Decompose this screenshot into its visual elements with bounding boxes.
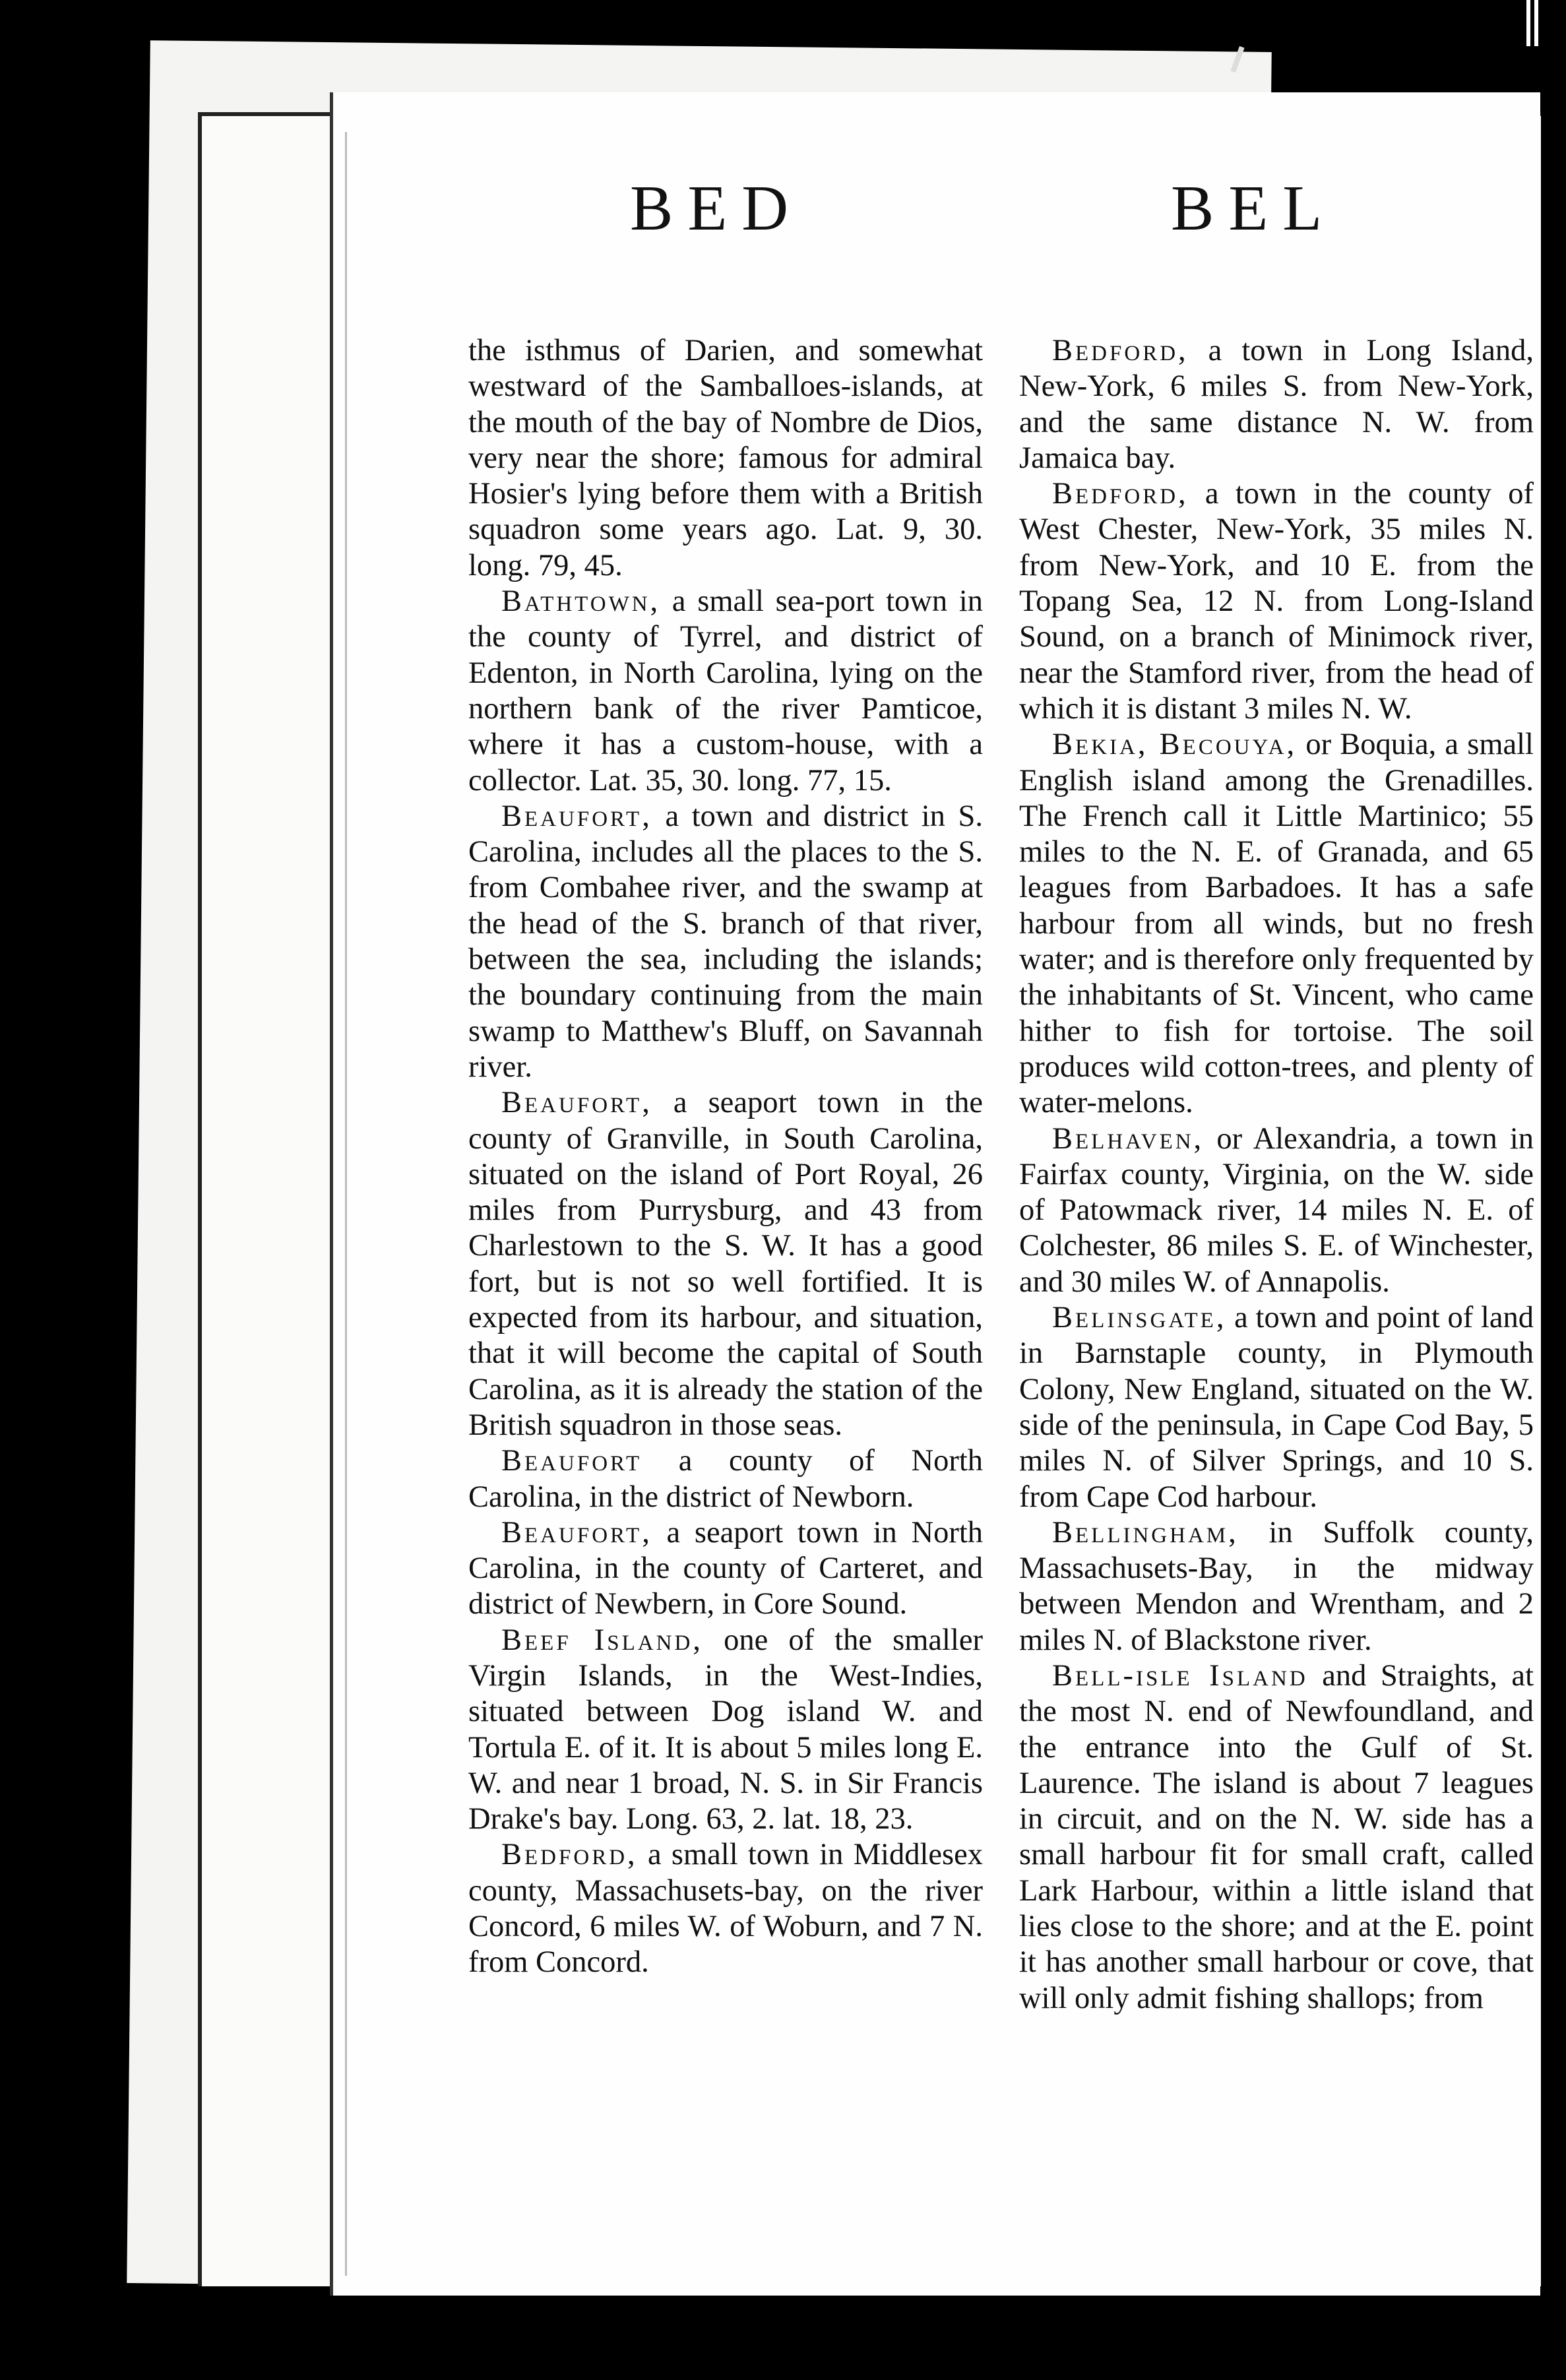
header-right: BEL xyxy=(1171,173,1337,244)
entry: Bedford, a town in the county of West Chester, New-York, 35 miles N. from New-York, and 10 E. from the Topang Sea, 12 N. from Long-Island Sound, on a branch of Minimock river, near the Stamford river, from the head of which it is distant 3 miles N. W. xyxy=(1019,477,1534,726)
entry: Belhaven, or Alexandria, a town in Fairfax county, Virginia, on the W. side of Patowmack river, 14 miles N. E. of Colchester, 86 miles S. E. of Winchester, and 30 miles W. of Annapolis. xyxy=(1019,1121,1534,1299)
entry: Belinsgate, a town and point of land in Barnstaple county, in Plymouth Colony, New England, situated on the W. side of the peninsula, in Cape Cod Bay, 5 miles N. of Silver Springs, and 10 S. from Cape Cod harbour. xyxy=(1019,1301,1534,1514)
entry: Beaufort, a seaport town in the county of Granville, in South Carolina, situated on the island of Port Royal, 26 miles from Purrysburg, and 43 from Charlestown to the S. W. It has a good fort, but is not so well fortified. It is expected from its harbour, and situation, that it will become the capital of South Carolina, as it is already the station of the British squadron in those seas. xyxy=(468,1086,983,1442)
entry: Bell-isle Island and Straights, at the most N. end of Newfoundland, and the entrance into the Gulf of St. Laurence. The island is about 7 leagues in circuit, and on the N. W. side has a small harbour fit for small craft, called Lark Harbour, within a little island that lies close to the shore; and at the E. point it has another small harbour or cove, that will only admit fishing shallops; from xyxy=(1019,1658,1534,2015)
entry: Beaufort, a seaport town in North Carolina, in the county of Carteret, and district of Newbern, in Core Sound. xyxy=(468,1515,983,1621)
left-column xyxy=(468,333,983,1981)
page-fold-line xyxy=(345,132,347,2276)
header-left: BED xyxy=(630,173,803,244)
entry: the isthmus of Darien, and somewhat westward of the Samballoes-islands, at the mouth of the bay of Nombre de Dios, very near the shore; famous for admiral Hosier's lying before them with a British squadron some years ago. Lat. 9, 30. long. 79, 45. xyxy=(468,334,983,582)
right-column xyxy=(1019,333,1534,2017)
entry: Bathtown, a small sea-port town in the county of Tyrrel, and district of Edenton, in North Carolina, lying on the northern bank of the river Pamticoe, where it has a custom-house, with a collector. Lat. 35, 30. long. 77, 15. xyxy=(468,584,983,798)
entry: Beaufort, a town and district in S. Carolina, includes all the places to the S. from Combahee river, and the swamp at the head of the S. branch of that river, between the sea, including the islands; the boundary continuing from the main swamp to Matthew's Bluff, on Savannah river. xyxy=(468,799,983,1084)
document-page xyxy=(330,92,1540,2296)
entry: Bellingham, in Suffolk county, Massachusets-Bay, in the midway between Mendon and Wrentham, and 2 miles N. of Blackstone river. xyxy=(1019,1515,1534,1657)
entry: Bekia, Becouya, or Boquia, a small English island among the Grenadilles. The French call it Little Martinico; 55 miles to the N. E. of Granada, and 65 leagues from Barbadoes. It has a safe harbour from all winds, but no fresh water; and is therefore only frequented by the inhabitants of St. Vincent, who came hither to fish for tortoise. The soil produces wild cotton-trees, and plenty of water-melons. xyxy=(1019,728,1534,1120)
edge-marks xyxy=(1526,0,1553,53)
running-header xyxy=(333,172,1540,251)
entry: Beef Island, one of the smaller Virgin Islands, in the West-Indies, situated between Dog island W. and Tortula E. of it. It is about 5 miles long E. W. and near 1 broad, N. S. in Sir Francis Drake's bay. Long. 63, 2. lat. 18, 23. xyxy=(468,1623,983,1836)
entry: Bedford, a small town in Middlesex county, Massachusets-bay, on the river Concord, 6 miles W. of Woburn, and 7 N. from Concord. xyxy=(468,1838,983,1980)
entry: Beaufort a county of North Carolina, in the district of Newborn. xyxy=(468,1444,983,1514)
entry: Bedford, a town in Long Island, New-York, 6 miles S. from New-York, and the same distance N. W. from Jamaica bay. xyxy=(1019,334,1534,475)
